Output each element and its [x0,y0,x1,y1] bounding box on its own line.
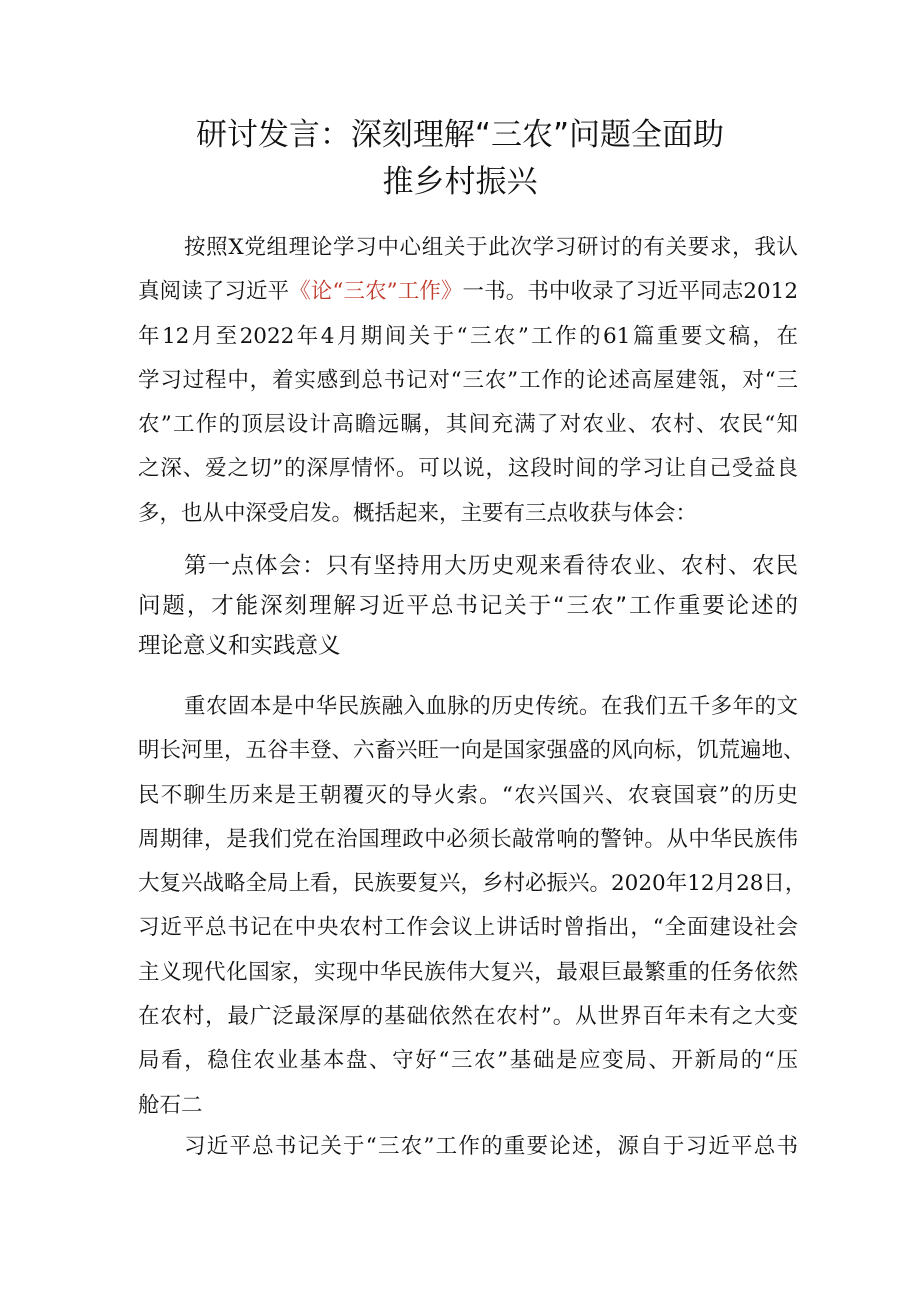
document-title [120,112,800,206]
paragraph-line: 大复兴战略全局上看，民族要复兴，乡村必振兴。2020年12月28日， [138,871,807,897]
paragraph-line: 重农固本是中华民族融入血脉的历史传统。在我们五千多年的文 [184,694,798,719]
intro-line: 真阅读了习近平《论“三农”工作》一书。书中收录了习近平同志2012 [138,279,799,305]
heading-line: 问题，才能深刻理解习近平总书记关于“三农”工作重要论述的 [138,593,798,619]
heading-line: 第一点体会：只有坚持用大历史观来看待农业、农村、农民 [184,553,798,579]
title-line-2: 推乡村振兴 [382,164,538,200]
paragraph-line: 主义现代化国家，实现中华民族伟大复兴，最艰巨最繁重的任务依然 [138,959,798,985]
paragraph-line: 习近平总书记关于“三农”工作的重要论述，源自于习近平总书 [184,1134,798,1159]
paragraph-line: 周期律，是我们党在治国理政中必须长敲常响的警钟。从中华民族伟 [138,826,798,852]
intro-line: 学习过程中，着实感到总书记对“三农”工作的论述高屋建瓴，对“三 [138,367,798,393]
body-paragraph-1 [138,685,807,1128]
intro-paragraph [138,226,798,536]
intro-line: 按照X党组理论学习中心组关于此次学习研讨的有关要求，我认 [184,235,798,260]
paragraph-line: 在农村，最广泛最深厚的基础依然在农村”。从世界百年未有之大变 [138,1004,798,1030]
body-paragraph-2 [138,1125,798,1169]
paragraph-line: 明长河里，五谷丰登、六畜兴旺一向是国家强盛的风向标，饥荒遍地、 [138,738,805,764]
intro-line: 多，也从中深受启发。概括起来，主要有三点收获与体会： [138,500,698,526]
intro-line: 农”工作的顶层设计高瞻远瞩，其间充满了对农业、农村、农民“知 [138,412,798,438]
paragraph-line: 习近平总书记在中央农村工作会议上讲话时曾指出，“全面建设社会 [138,915,798,941]
title-line-1: 研讨发言：深刻理解“三农”问题全面助 [195,117,725,153]
intro-line: 年12月至2022年4月期间关于“三农”工作的61篇重要文稿，在 [138,323,798,349]
heading-line: 理论意义和实践意义 [138,633,341,659]
paragraph-line: 民不聊生历来是王朝覆灭的导火索。“农兴国兴、农衰国衰”的历史 [138,782,798,808]
paragraph-line: 舱石二 [138,1092,203,1118]
intro-line: 之深、爱之切”的深厚情怀。可以说，这段时间的学习让自己受益良 [138,456,798,482]
section-heading-1 [138,546,798,666]
paragraph-line: 局看，稳住农业基本盘、守好“三农”基础是应变局、开新局的“压 [138,1048,798,1074]
book-title: 《论“三农”工作》 [289,279,463,305]
